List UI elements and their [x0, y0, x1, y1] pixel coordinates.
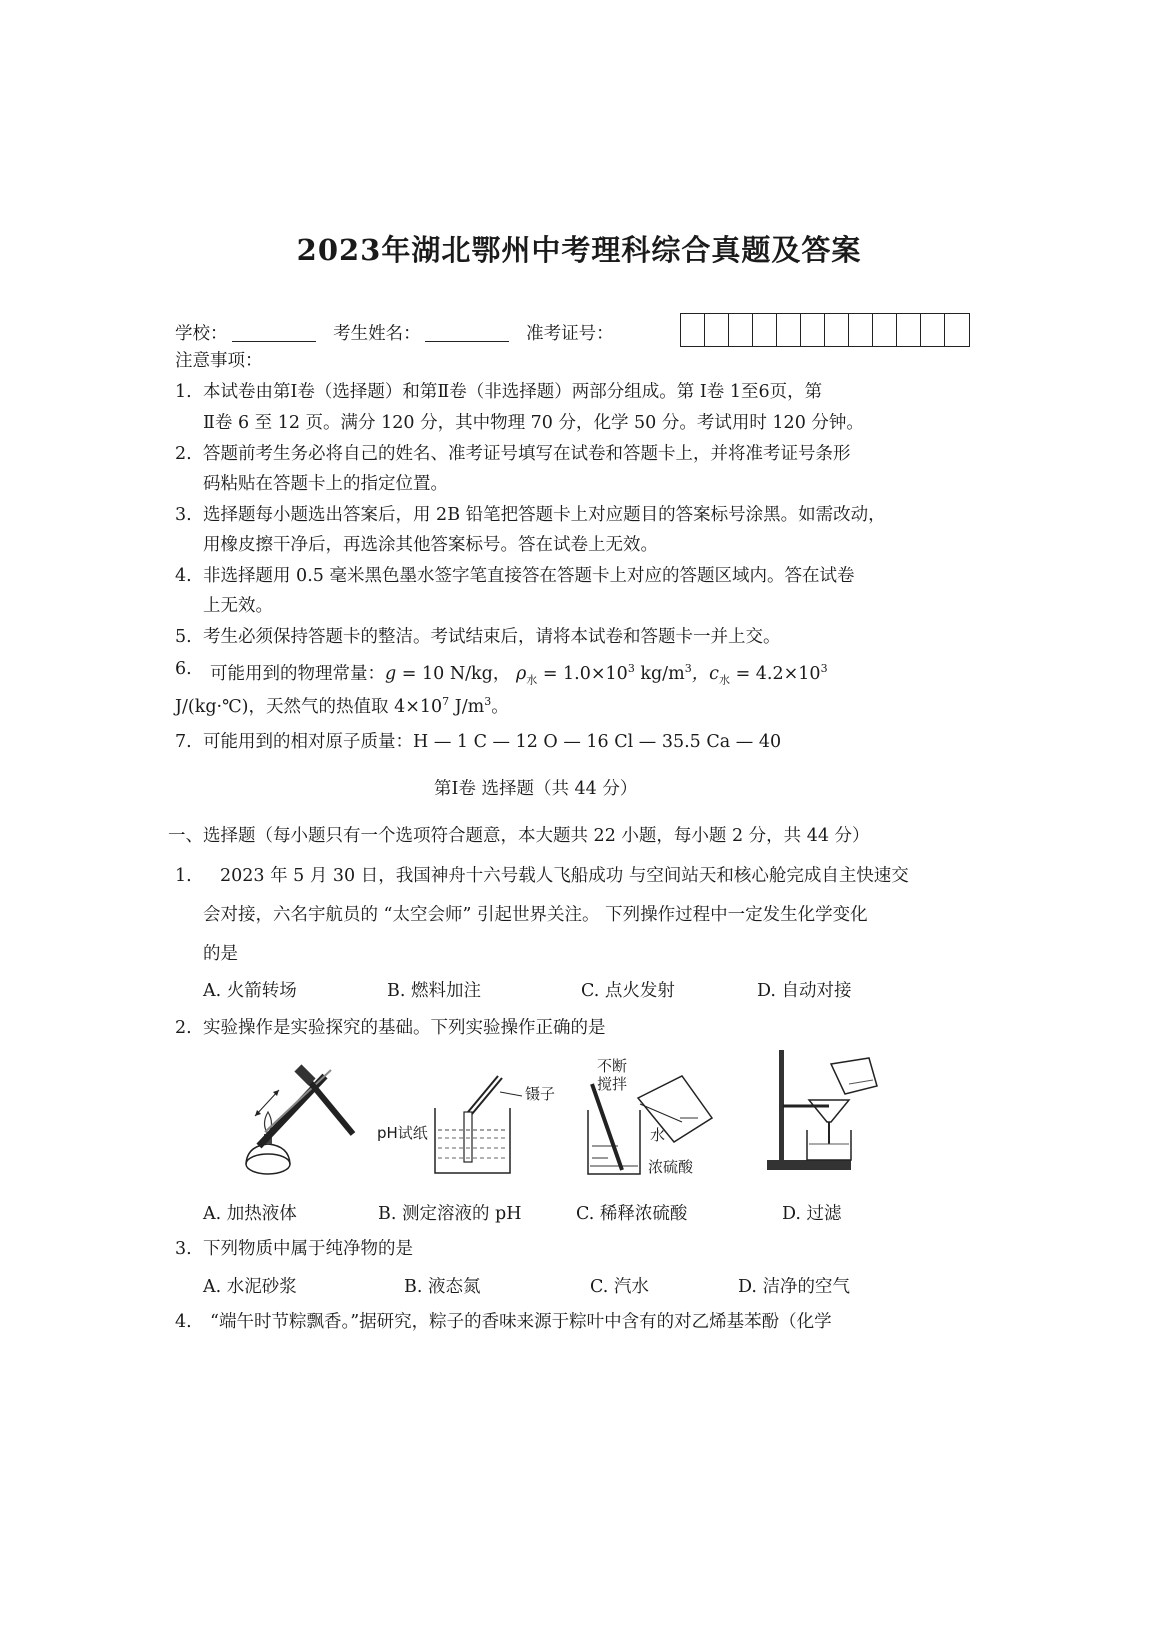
concentrated-acid-label: 浓硫酸 [648, 1158, 694, 1176]
option-a[interactable]: A. 加热液体 [203, 1204, 297, 1224]
tweezers-label: 镊子 [525, 1085, 556, 1103]
note-number: 6. [175, 659, 192, 679]
option-d[interactable]: D. 过滤 [782, 1204, 842, 1224]
question-text: 实验操作是实验探究的基础。下列实验操作正确的是 [203, 1018, 606, 1038]
school-blank[interactable] [232, 323, 316, 342]
filtration-figure [765, 1048, 885, 1172]
note-number: 5. [175, 627, 192, 647]
id-number-grid[interactable] [680, 313, 970, 347]
id-label: 准考证号： [526, 324, 614, 344]
id-cell[interactable] [849, 314, 873, 346]
question-text: 会对接，六名宇航员的 “太空会师” 引起世界关注。 下列操作过程中一定发生化学变化 [203, 905, 868, 925]
note-text: 上无效。 [203, 596, 273, 616]
q3-options [0, 1273, 1158, 1297]
id-cell[interactable] [897, 314, 921, 346]
part-heading: 一、选择题（每小题只有一个选项符合题意，本大题共 22 小题，每小题 2 分，共 44 分） [168, 826, 870, 846]
option-a[interactable]: A. 水泥砂浆 [203, 1277, 297, 1297]
id-cell[interactable] [945, 314, 969, 346]
page-title: 2023年湖北鄂州中考理科综合真题及答案 [296, 233, 862, 267]
note-text: 码粘贴在答题卡上的指定位置。 [203, 474, 448, 494]
id-cell[interactable] [753, 314, 777, 346]
heating-liquid-figure [235, 1058, 365, 1180]
question-number: 2. [175, 1018, 192, 1038]
stir-label-2: 搅拌 [597, 1075, 628, 1093]
school-label: 学校： [175, 324, 228, 344]
question-number: 3. [175, 1239, 192, 1259]
name-label: 考生姓名： [333, 324, 421, 344]
note-number: 2. [175, 444, 192, 464]
note-text: 非选择题用 0.5 毫米黑色墨水签字笔直接答在答题卡上对应的答题区域内。答在试卷 [203, 566, 855, 586]
note-text: 选择题每小题选出答案后，用 2B 铅笔把答题卡上对应题目的答案标号涂黑。如需改动， [203, 505, 886, 525]
note-number: 3. [175, 505, 192, 525]
id-cell[interactable] [801, 314, 825, 346]
physics-constants-line2: J/(kg·℃)，天然气的热值取 $4\times 10^7$ $J/m^3$。 [175, 695, 509, 717]
question-text: 的是 [203, 944, 238, 964]
notes-heading: 注意事项： [175, 351, 263, 371]
question-number: 4. [175, 1312, 192, 1332]
id-cell[interactable] [777, 314, 801, 346]
option-c[interactable]: C. 汽水 [590, 1277, 649, 1297]
id-cell[interactable] [825, 314, 849, 346]
ph-paper-label: pH试纸 [377, 1124, 428, 1142]
q1-options [0, 977, 1158, 1001]
name-blank[interactable] [425, 323, 509, 342]
question-text: 2023 年 5 月 30 日，我国神舟十六号载人飞船成功 与空间站天和核心舱完成自主快速交 [220, 866, 909, 886]
option-b[interactable]: B. 燃料加注 [387, 981, 481, 1001]
q2-options [0, 1200, 1158, 1224]
note-text: Ⅱ卷 6 至 12 页。满分 120 分，其中物理 70 分，化学 50 分。考试用时 120 分钟。 [203, 413, 864, 433]
note-text: 本试卷由第Ⅰ卷（选择题）和第Ⅱ卷（非选择题）两部分组成。第 Ⅰ卷 1至6页，第 [203, 382, 823, 402]
id-cell[interactable] [681, 314, 705, 346]
water-label: 水 [650, 1126, 666, 1144]
physics-constants: 可能用到的物理常量：g = 10 N/kg， $\rho_水 = 1.0\times 10^3$ $kg/m^3$，$c_水 = 4.2\times 10^3$ [210, 662, 828, 687]
question-text: “端午时节粽飘香。”据研究，粽子的香味来源于粽叶中含有的对乙烯基苯酚（化学 [210, 1312, 832, 1332]
note-text: 用橡皮擦干净后，再选涂其他答案标号。答在试卷上无效。 [203, 535, 658, 555]
candidate-info-row [175, 320, 614, 345]
atomic-masses: 可能用到的相对原子质量：H — 1 C — 12 O — 16 Cl — 35.5 Ca — 40 [203, 732, 782, 752]
option-a[interactable]: A. 火箭转场 [203, 981, 297, 1001]
question-text: 下列物质中属于纯净物的是 [203, 1239, 413, 1259]
section-title: 第Ⅰ卷 选择题（共 44 分） [434, 779, 638, 799]
question-number: 1. [175, 866, 192, 886]
option-b[interactable]: B. 液态氮 [404, 1277, 481, 1297]
option-c[interactable]: C. 点火发射 [581, 981, 675, 1001]
option-c[interactable]: C. 稀释浓硫酸 [576, 1204, 688, 1224]
note-text: 答题前考生务必将自己的姓名、准考证号填写在试卷和答题卡上，并将准考证号条形 [203, 444, 851, 464]
note-number: 4. [175, 566, 192, 586]
note-number: 7. [175, 732, 192, 752]
id-cell[interactable] [729, 314, 753, 346]
option-d[interactable]: D. 自动对接 [757, 981, 852, 1001]
option-d[interactable]: D. 洁净的空气 [738, 1277, 851, 1297]
note-text: 考生必须保持答题卡的整洁。考试结束后，请将本试卷和答题卡一并上交。 [203, 627, 781, 647]
stir-label: 不断 [597, 1057, 628, 1075]
id-cell[interactable] [873, 314, 897, 346]
option-b[interactable]: B. 测定溶液的 pH [378, 1204, 522, 1224]
id-cell[interactable] [705, 314, 729, 346]
id-cell[interactable] [921, 314, 945, 346]
note-number: 1. [175, 382, 192, 402]
